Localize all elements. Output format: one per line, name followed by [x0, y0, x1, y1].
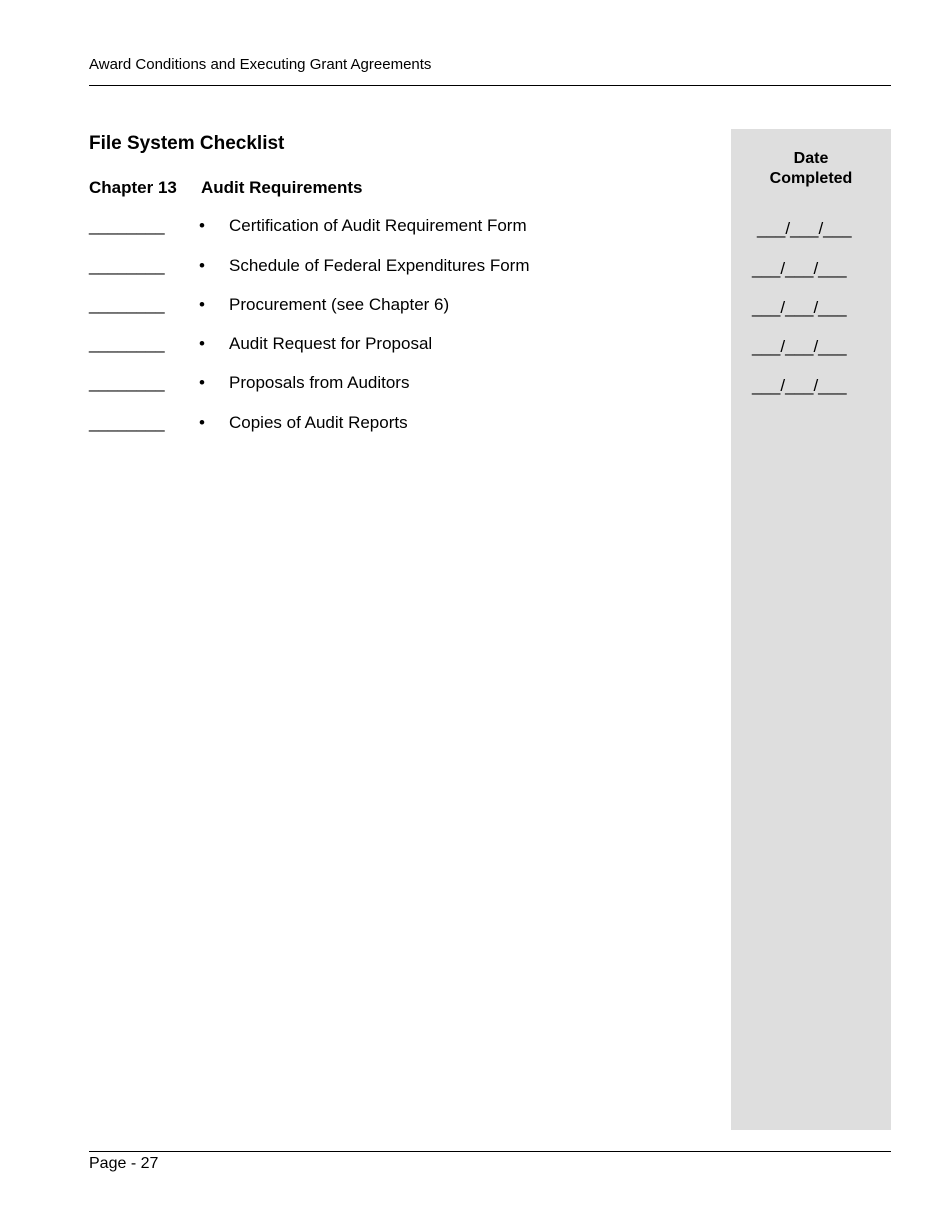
- checklist-item-label: Procurement (see Chapter 6): [229, 295, 450, 314]
- page-header-title: Award Conditions and Executing Grant Agreements: [89, 56, 432, 73]
- bullet-icon: •: [199, 256, 205, 275]
- bullet-icon: •: [199, 413, 205, 432]
- checklist-row: [0, 216, 950, 240]
- date-completed-header-text: Date Completed: [769, 150, 853, 187]
- date-completed-field[interactable]: ___/___/___: [757, 219, 852, 238]
- chapter-number: Chapter 13: [89, 178, 177, 197]
- checklist-row: [0, 334, 950, 358]
- date-completed-header: [731, 149, 891, 189]
- checklist-item-label: Proposals from Auditors: [229, 373, 410, 392]
- checklist-item-label: Schedule of Federal Expenditures Form: [229, 256, 530, 275]
- chapter-title: Audit Requirements: [201, 178, 363, 197]
- checkoff-blank[interactable]: ________: [89, 295, 165, 314]
- checklist-item-label: Copies of Audit Reports: [229, 413, 408, 432]
- bullet-icon: •: [199, 295, 205, 314]
- page-number: Page - 27: [89, 1155, 159, 1172]
- checkoff-blank[interactable]: ________: [89, 216, 165, 235]
- date-completed-field[interactable]: ___/___/___: [752, 376, 847, 395]
- bullet-icon: •: [199, 216, 205, 235]
- bullet-icon: •: [199, 373, 205, 392]
- checkoff-blank[interactable]: ________: [89, 334, 165, 353]
- bullet-icon: •: [199, 334, 205, 353]
- checkoff-blank[interactable]: ________: [89, 413, 165, 432]
- checklist-row: [0, 256, 950, 280]
- checklist-row: [0, 413, 950, 437]
- date-completed-field[interactable]: ___/___/___: [752, 337, 847, 356]
- header-divider: [89, 85, 891, 86]
- checklist-item-label: Audit Request for Proposal: [229, 334, 433, 353]
- date-completed-field[interactable]: ___/___/___: [752, 259, 847, 278]
- checkoff-blank[interactable]: ________: [89, 373, 165, 392]
- checklist-title: File System Checklist: [89, 133, 285, 154]
- footer-divider: [89, 1151, 891, 1152]
- date-completed-field[interactable]: ___/___/___: [752, 298, 847, 317]
- checkoff-blank[interactable]: ________: [89, 256, 165, 275]
- checklist-item-label: Certification of Audit Requirement Form: [229, 216, 527, 235]
- checklist-row: [0, 373, 950, 397]
- checklist-row: [0, 295, 950, 319]
